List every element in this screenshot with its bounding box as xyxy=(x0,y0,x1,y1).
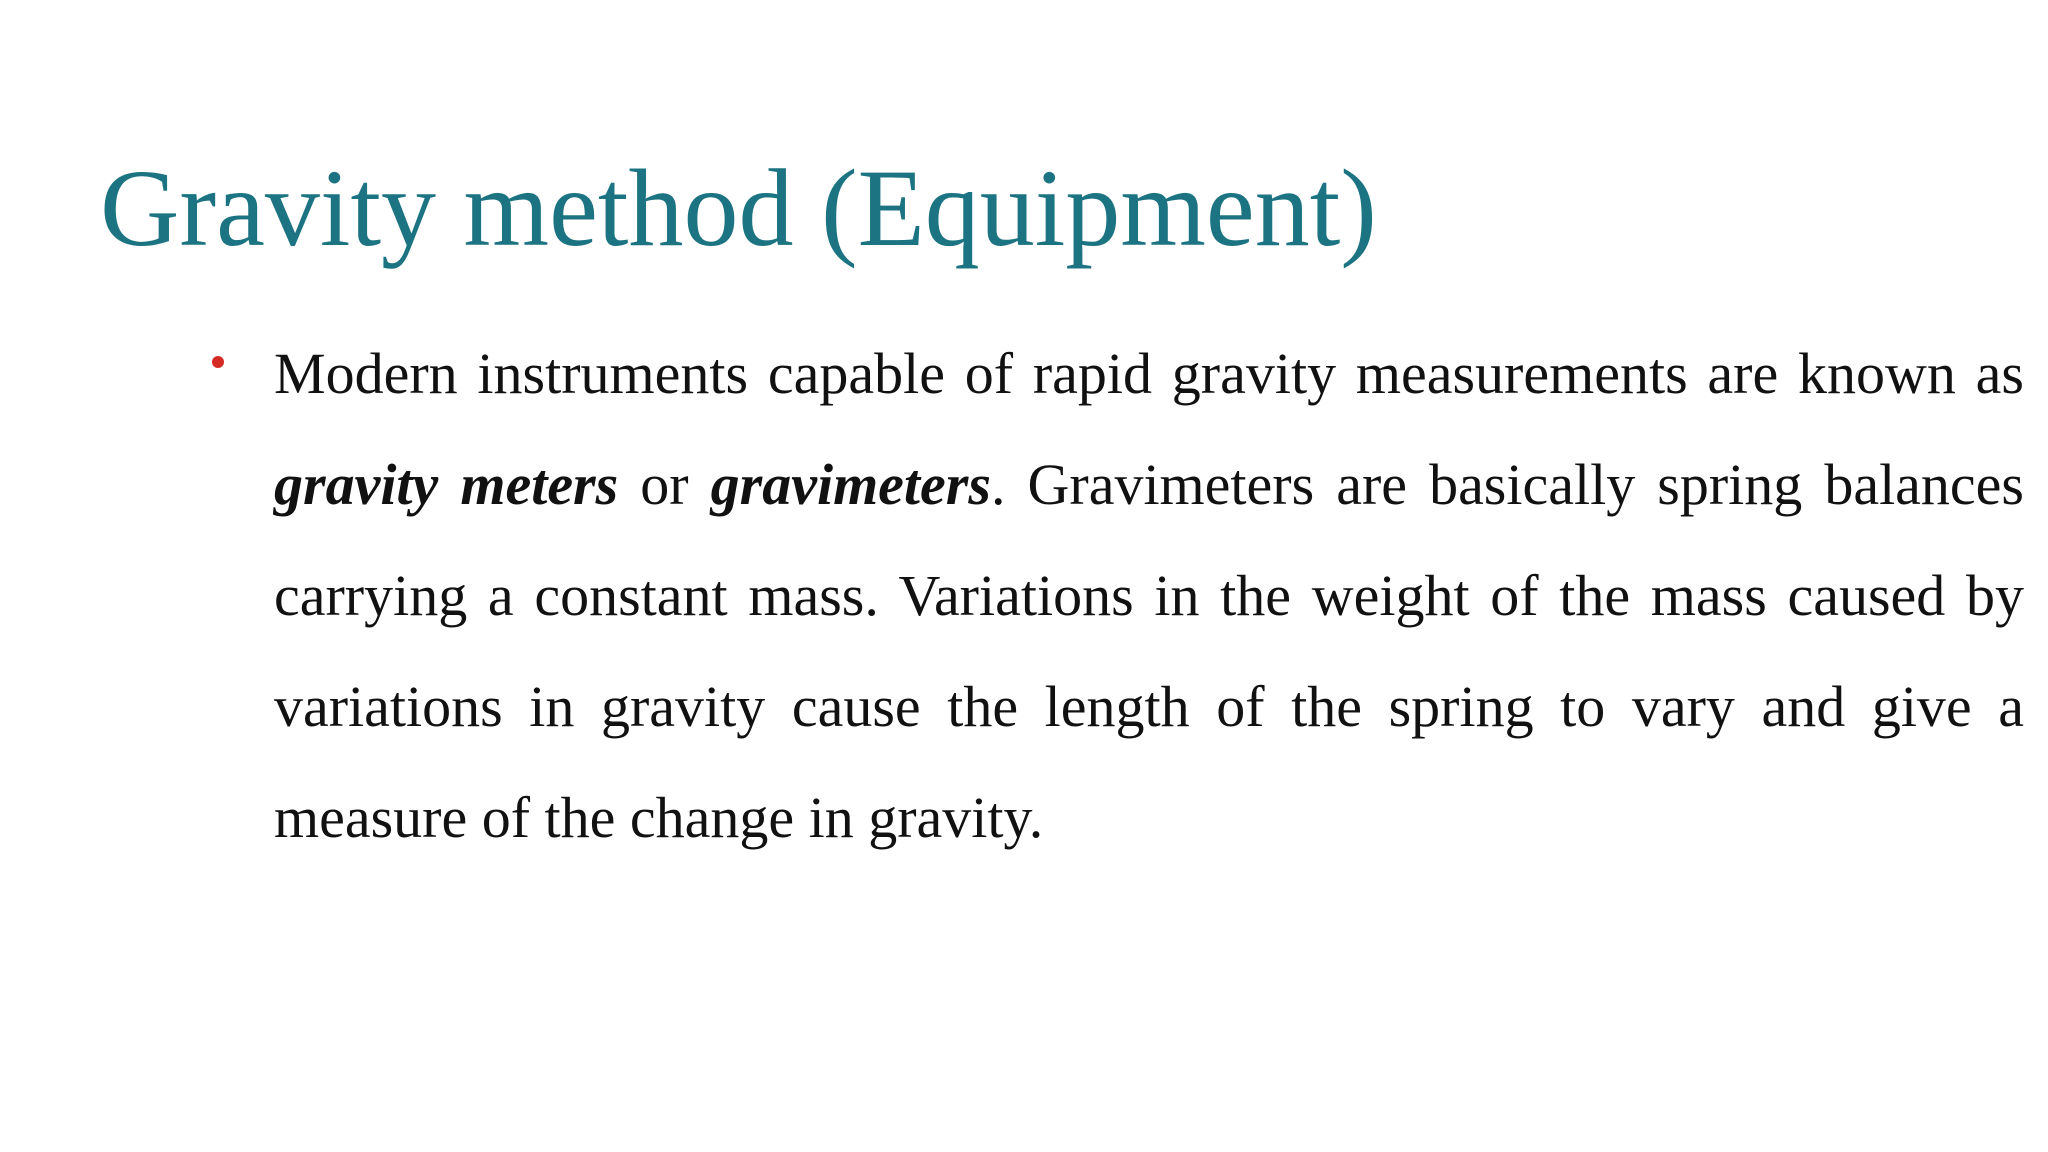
slide-title: Gravity method (Equipment) xyxy=(100,147,1377,269)
emphasis-term-gravity-meters: gravity meters xyxy=(274,452,619,517)
text-segment: . Gravimeters are basically spring balances carrying a constant mass. Variations in the weight of the mass caused by variations in gravity cause the length of the spring to vary and give a measure of the change in gravity. xyxy=(274,452,2024,850)
bullet-paragraph xyxy=(274,318,2024,873)
emphasis-term-gravimeters: gravimeters xyxy=(710,452,991,517)
bullet-dot-icon xyxy=(212,356,224,368)
text-segment: or xyxy=(618,452,711,517)
text-segment: Modern instruments capable of rapid gravity measurements are known as xyxy=(274,341,2024,406)
